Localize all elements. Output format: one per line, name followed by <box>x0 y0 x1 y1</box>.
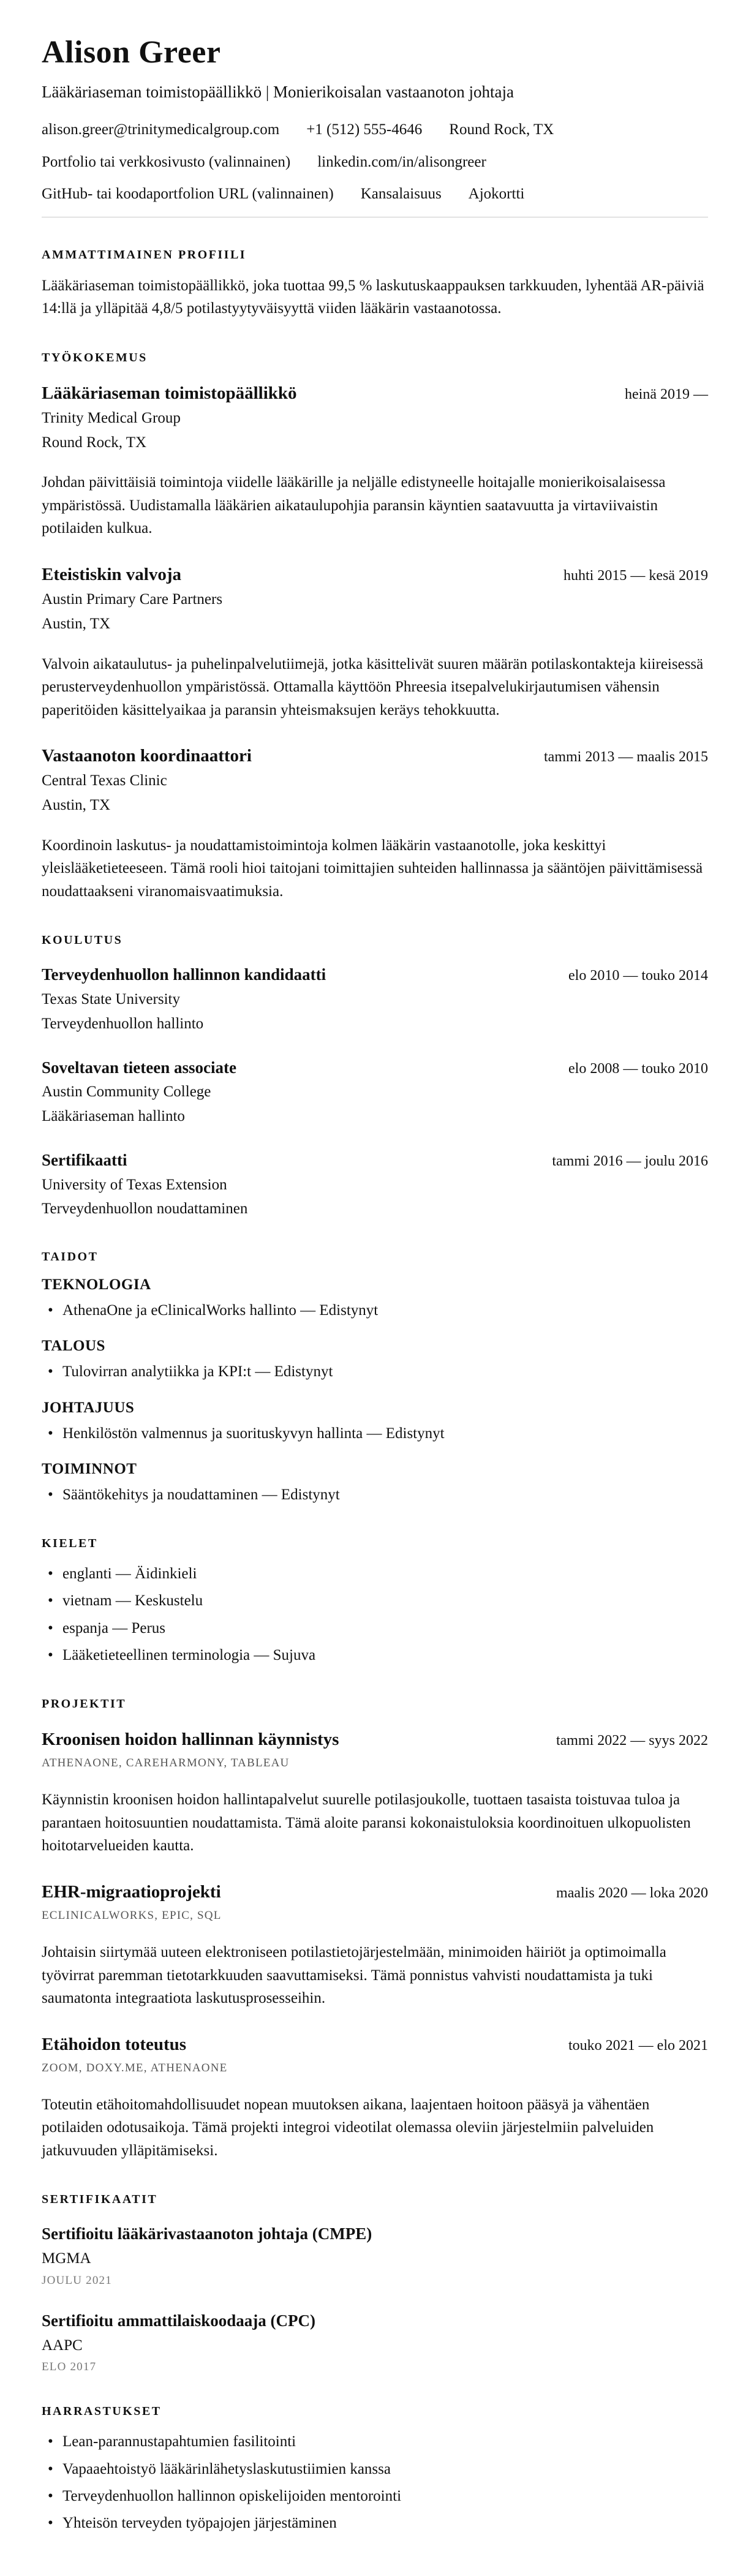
job-dates: heinä 2019 — <box>625 386 708 402</box>
language-list <box>42 1563 708 1666</box>
job-company: Austin Primary Care Partners <box>42 591 223 608</box>
skills-heading: TAIDOT <box>42 1250 99 1264</box>
job-company: Trinity Medical Group <box>42 409 181 426</box>
job-location: Round Rock, TX <box>42 434 147 451</box>
education-entry <box>42 1150 708 1219</box>
job-dates: huhti 2015 — kesä 2019 <box>564 567 708 584</box>
projects-heading: PROJEKTIT <box>42 1697 127 1711</box>
project-entry <box>42 2033 708 2163</box>
skill-group-label: JOHTAJUUS <box>42 1399 135 1416</box>
education-detail: Lääkäriaseman hallinto <box>42 1108 185 1125</box>
education-heading: KOULUTUS <box>42 933 123 947</box>
language-item: • Lääketieteellinen terminologia — Sujuva <box>42 1644 708 1666</box>
certification-date: ELO 2017 <box>42 2360 97 2374</box>
language-item: • espanja — Perus <box>42 1618 708 1640</box>
language-item: • vietnam — Keskustelu <box>42 1590 708 1612</box>
certification-entry <box>42 2311 708 2375</box>
job-description: Johdan päivittäisiä toimintoja viidelle lääkärille ja neljälle edistyneelle hoitajalle monierikoisalaisessa ympäristössä. Uudistamalla lääkärien aikataulupohjia paransin käyntien saatavuutta ja virtaviivaistin potilaiden kulkua. <box>42 474 666 537</box>
certification-org: MGMA <box>42 2250 91 2267</box>
project-entry <box>42 1881 708 2010</box>
profile-text: Lääkäriaseman toimistopäällikkö, joka tuottaa 99,5 % laskutuskaappauksen tarkkuuden, lyhentää AR-päiviä 14:llä ja ylläpitää 4,8/5 potilastyytyväisyyttä viiden lääkärin vastaanotossa. <box>42 277 704 317</box>
project-dates: maalis 2020 — loka 2020 <box>556 1885 708 1901</box>
resume-header <box>42 34 708 217</box>
skill-group <box>42 1338 708 1383</box>
skill-group <box>42 1399 708 1445</box>
school-name: Texas State University <box>42 991 180 1008</box>
interest-item: • Terveydenhuollon hallinnon opiskelijoiden mentorointi <box>42 2485 708 2507</box>
job-description: Valvoin aikataulutus- ja puhelinpalvelutiimejä, jotka käsittelivät suuren määrän potilaskontakteja kiireisessä perusterveydenhuollon ympäristössä. Ottamalla käyttöön Phreesia itsepalvelukirjautumisen vähensin paperitöiden käsittelyaikaa ja paransin yhteismaksujen keräys tehokkuutta. <box>42 655 704 718</box>
project-dates: tammi 2022 — syys 2022 <box>556 1733 708 1749</box>
section-interests <box>42 2405 708 2534</box>
skill-group <box>42 1276 708 1322</box>
skill-item: • Sääntökehitys ja noudattaminen — Edistynyt <box>42 1484 708 1506</box>
certification-date: JOULU 2021 <box>42 2273 112 2287</box>
job-title: Lääkäriaseman toimistopäällikkö <box>42 383 297 403</box>
section-education <box>42 933 708 1219</box>
project-title: Etähoidon toteutus <box>42 2034 187 2054</box>
project-description: Johtaisin siirtymää uuteen elektroniseen potilastietojärjestelmään, minimoiden häiriöt ja optimoimalla työvirrat paremman tietotarkkuuden saavuttamiseksi. Tämä ponnistus vahvisti noudattamista ja tuki saumatonta integraatiota laskutusprosesseihin. <box>42 1944 666 2007</box>
job-description: Koordinoin laskutus- ja noudattamistoimintoja kolmen lääkärin vastaanotolle, joka keskittyi yleislääketieteeseen. Tämä rooli hioi taitojani toimittajien suhteiden hallinnassa ja sääntöjen päivittämisessä noudattaakseni viranomaisvaatimuksia. <box>42 837 703 900</box>
project-entry <box>42 1728 708 1858</box>
job-dates: tammi 2013 — maalis 2015 <box>544 749 708 766</box>
contact-row-1 <box>42 120 708 140</box>
school-name: Austin Community College <box>42 1083 211 1101</box>
education-entry <box>42 965 708 1034</box>
certifications-heading: SERTIFIKAATIT <box>42 2193 158 2207</box>
project-dates: touko 2021 — elo 2021 <box>568 2037 708 2054</box>
certification-title: Sertifioitu ammattilaiskoodaaja (CPC) <box>42 2311 315 2330</box>
job-header <box>42 563 708 586</box>
job-entry <box>42 563 708 721</box>
interest-item: • Vapaaehtoistyö lääkärinlähetyslaskutustiimien kanssa <box>42 2458 708 2480</box>
project-header <box>42 1881 708 1903</box>
interests-heading: HARRASTUKSET <box>42 2405 162 2419</box>
degree-title: Soveltavan tieteen associate <box>42 1058 236 1077</box>
job-header <box>42 382 708 404</box>
languages-heading: KIELET <box>42 1537 98 1551</box>
skill-group-label: TALOUS <box>42 1338 105 1355</box>
skill-group <box>42 1461 708 1506</box>
certification-entry <box>42 2224 708 2288</box>
skill-list <box>42 1484 708 1506</box>
interest-item: • Yhteisön terveyden työpajojen järjestäminen <box>42 2512 708 2534</box>
job-title: Vastaanoton koordinaattori <box>42 746 252 766</box>
section-profile <box>42 248 708 320</box>
language-item: • englanti — Äidinkieli <box>42 1563 708 1585</box>
education-header <box>42 965 708 985</box>
education-dates: elo 2010 — touko 2014 <box>568 968 708 984</box>
degree-title: Sertifikaatti <box>42 1150 127 1169</box>
job-location: Austin, TX <box>42 797 111 814</box>
project-title: Kroonisen hoidon hallinnan käynnistys <box>42 1730 339 1750</box>
project-description: Käynnistin kroonisen hoidon hallintapalvelut suurelle potilasjoukolle, tuottaen tasaista toistuvaa tuloa ja parantaen hoitosuuntien noudattamista. Tämä aloite paransi kokonaistuloksia koordinoituen ulkopuolisten hoitotarvelueiden kautta. <box>42 1791 691 1855</box>
phone-text: +1 (512) 555-4646 <box>306 121 423 138</box>
email-text: alison.greer@trinitymedicalgroup.com <box>42 121 280 138</box>
job-company: Central Texas Clinic <box>42 772 167 789</box>
certification-org: AAPC <box>42 2337 83 2354</box>
interest-item: • Lean-parannustapahtumien fasilitointi <box>42 2431 708 2453</box>
skill-item: • Tulovirran analytiikka ja KPI:t — Edistynyt <box>42 1361 708 1383</box>
headline: Lääkäriaseman toimistopäällikkö | Monierikoisalan vastaanoton johtaja <box>42 83 514 101</box>
project-title: EHR-migraatioprojekti <box>42 1881 221 1902</box>
job-entry <box>42 382 708 540</box>
degree-title: Terveydenhuollon hallinnon kandidaatti <box>42 965 326 984</box>
project-stack: ECLINICALWORKS, EPIC, SQL <box>42 1909 222 1923</box>
portfolio-placeholder-text: Portfolio tai verkkosivusto (valinnainen) <box>42 153 291 170</box>
location-text: Round Rock, TX <box>449 121 554 138</box>
section-projects <box>42 1697 708 2162</box>
education-detail: Terveydenhuollon hallinto <box>42 1015 204 1032</box>
certification-title: Sertifioitu lääkärivastaanoton johtaja (CMPE) <box>42 2224 372 2243</box>
education-header <box>42 1058 708 1079</box>
job-title: Eteistiskin valvoja <box>42 564 181 584</box>
job-entry <box>42 745 708 903</box>
education-dates: tammi 2016 — joulu 2016 <box>552 1153 708 1169</box>
job-header <box>42 745 708 767</box>
skill-group-label: TEKNOLOGIA <box>42 1276 151 1294</box>
school-name: University of Texas Extension <box>42 1176 227 1193</box>
person-name: Alison Greer <box>42 35 221 70</box>
project-stack: ATHENAONE, CAREHARMONY, TABLEAU <box>42 1757 290 1770</box>
linkedin-text: linkedin.com/in/alisongreer <box>317 153 486 170</box>
interest-list <box>42 2431 708 2534</box>
project-stack: ZOOM, DOXY.ME, ATHENAONE <box>42 2061 228 2074</box>
skill-list <box>42 1361 708 1383</box>
contact-row-3 <box>42 184 708 205</box>
experience-heading: TYÖKOKEMUS <box>42 350 148 364</box>
profile-heading: AMMATTIMAINEN PROFIILI <box>42 247 247 262</box>
section-languages <box>42 1537 708 1666</box>
job-location: Austin, TX <box>42 615 111 632</box>
education-dates: elo 2008 — touko 2010 <box>568 1060 708 1077</box>
skill-list <box>42 1423 708 1445</box>
drivers-license-text: Ajokortti <box>468 186 525 203</box>
skill-item: • AthenaOne ja eClinicalWorks hallinto — Edistynyt <box>42 1300 708 1322</box>
education-entry <box>42 1058 708 1127</box>
skill-item: • Henkilöstön valmennus ja suorituskyvyn hallinta — Edistynyt <box>42 1423 708 1445</box>
citizenship-text: Kansalaisuus <box>360 186 442 203</box>
skill-group-label: TOIMINNOT <box>42 1460 137 1477</box>
section-experience <box>42 351 708 903</box>
skill-list <box>42 1300 708 1322</box>
project-header <box>42 1728 708 1750</box>
project-header <box>42 2033 708 2055</box>
education-header <box>42 1150 708 1171</box>
education-detail: Terveydenhuollon noudattaminen <box>42 1200 248 1218</box>
github-placeholder-text: GitHub- tai koodaportfolion URL (valinnainen) <box>42 186 334 203</box>
section-certifications <box>42 2193 708 2374</box>
section-skills <box>42 1250 708 1506</box>
project-description: Toteutin etähoitomahdollisuudet nopean muutoksen aikana, laajentaen hoitoon pääsyä ja vähentäen potilaiden odotusaikoja. Tämä projekti integroi videotilat olemassa oleviin järjestelmiin palveluiden jatkuvuuden ylläpitämiseksi. <box>42 2096 654 2159</box>
contact-row-2 <box>42 153 708 173</box>
